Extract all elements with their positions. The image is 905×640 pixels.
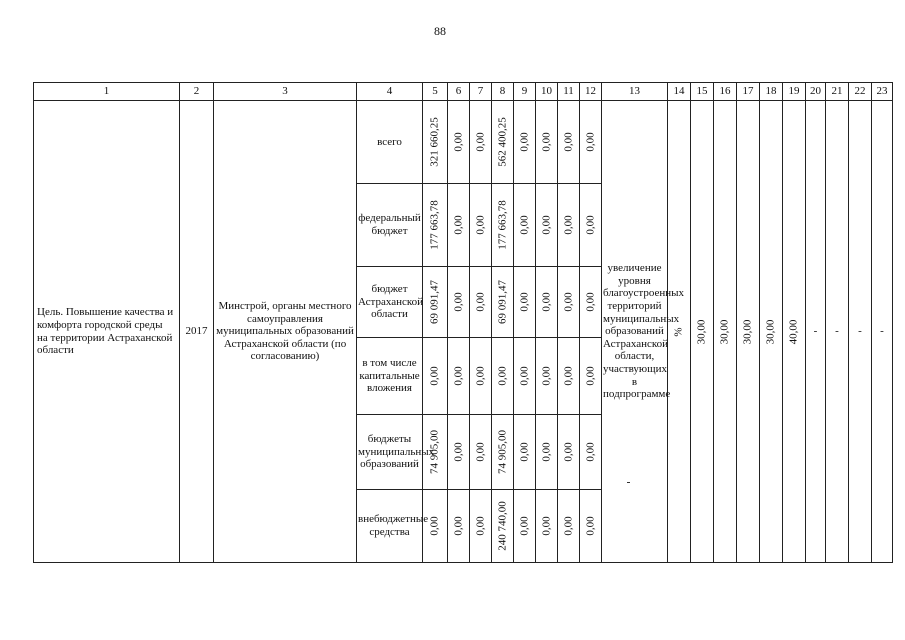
target-value: 30,00 <box>718 319 731 344</box>
funding-value: 74 905,00 <box>496 430 509 474</box>
header-cell: 11 <box>558 83 580 101</box>
funding-value: 0,00 <box>474 292 487 312</box>
header-cell: 7 <box>470 83 492 101</box>
funding-value-cell <box>536 338 558 415</box>
funding-value: 69 091,47 <box>496 280 509 324</box>
header-cell: 4 <box>357 83 423 101</box>
year-cell: 2017 <box>180 101 214 563</box>
funding-value-cell <box>536 415 558 490</box>
funding-value-cell <box>470 338 492 415</box>
funding-value-cell <box>514 101 536 184</box>
funding-value: 0,00 <box>540 516 553 536</box>
funding-value: 0,00 <box>452 215 465 235</box>
funding-source-label: федеральный бюджет <box>357 184 423 267</box>
funding-value-cell <box>536 490 558 563</box>
funding-value: 74 905,00 <box>428 430 441 474</box>
header-cell: 1 <box>34 83 180 101</box>
funding-value: 0,00 <box>562 516 575 536</box>
header-cell: 12 <box>580 83 602 101</box>
funding-value: 0,00 <box>474 132 487 152</box>
target-value: 30,00 <box>695 319 708 344</box>
funding-value: 0,00 <box>562 442 575 462</box>
funding-value: 0,00 <box>474 215 487 235</box>
funding-value-cell <box>558 415 580 490</box>
table-row <box>34 101 893 184</box>
target-value: 40,00 <box>787 319 800 344</box>
header-cell: 15 <box>691 83 714 101</box>
funding-value: 0,00 <box>540 215 553 235</box>
funding-value: 0,00 <box>474 366 487 386</box>
funding-value-cell <box>580 338 602 415</box>
funding-value-cell <box>448 267 470 338</box>
funding-value: 0,00 <box>540 292 553 312</box>
funding-value-cell <box>580 490 602 563</box>
funding-value: 0,00 <box>452 292 465 312</box>
funding-value: 0,00 <box>562 366 575 386</box>
header-cell: 14 <box>668 83 691 101</box>
funding-value-cell <box>423 101 448 184</box>
funding-value-cell <box>558 267 580 338</box>
header-cell: 6 <box>448 83 470 101</box>
indicator-cell: увеличение уровня благоустроенных территорий муниципальных образований Астраханской области, участвующих в подпрограмме <box>602 101 668 563</box>
funding-value: 0,00 <box>496 366 509 386</box>
funding-value: 0,00 <box>584 366 597 386</box>
funding-value: 0,00 <box>452 442 465 462</box>
program-table <box>33 82 893 563</box>
funding-value: 69 091,47 <box>428 280 441 324</box>
funding-value-cell <box>448 101 470 184</box>
funding-value-cell <box>448 415 470 490</box>
page-number: 88 <box>434 24 446 38</box>
target-value-cell: - <box>826 101 849 563</box>
funding-value: 0,00 <box>584 132 597 152</box>
funding-value-cell <box>514 415 536 490</box>
funding-value-cell <box>492 338 514 415</box>
funding-value-cell <box>492 101 514 184</box>
funding-value: 0,00 <box>540 132 553 152</box>
funding-value-cell <box>580 267 602 338</box>
funding-value-cell <box>470 101 492 184</box>
unit-value: % <box>672 326 685 337</box>
header-cell: 21 <box>826 83 849 101</box>
target-value-cell <box>783 101 806 563</box>
funding-value-cell <box>514 267 536 338</box>
header-cell: 22 <box>849 83 872 101</box>
funding-value: 0,00 <box>540 442 553 462</box>
funding-value: 321 660,25 <box>428 117 441 167</box>
funding-value: 0,00 <box>562 215 575 235</box>
funding-source-label: в том числе капитальные вложения <box>357 338 423 415</box>
funding-value-cell <box>448 338 470 415</box>
header-cell: 16 <box>714 83 737 101</box>
funding-source-label: внебюджетные средства <box>357 490 423 563</box>
funding-value: 0,00 <box>584 442 597 462</box>
funding-value-cell <box>448 490 470 563</box>
funding-value: 0,00 <box>540 366 553 386</box>
header-cell: 20 <box>806 83 826 101</box>
executor-cell: Минстрой, органы местного самоуправления муниципальных образований Астраханской области (по согласованию) <box>214 101 357 563</box>
target-value: 30,00 <box>741 319 754 344</box>
funding-value: 0,00 <box>584 516 597 536</box>
funding-value: 0,00 <box>452 366 465 386</box>
funding-value-cell <box>423 267 448 338</box>
funding-value: 0,00 <box>452 132 465 152</box>
funding-value-cell <box>536 267 558 338</box>
target-value-cell: - <box>806 101 826 563</box>
target-value-cell <box>714 101 737 563</box>
funding-value-cell <box>492 267 514 338</box>
funding-value-cell <box>580 184 602 267</box>
target-value: 30,00 <box>764 319 777 344</box>
funding-value-cell <box>470 490 492 563</box>
funding-value: 562 400,25 <box>496 117 509 167</box>
funding-value-cell <box>536 184 558 267</box>
goal-cell: Цель. Повышение качества и комфорта городской среды на территории Астраханской области <box>34 101 180 563</box>
funding-value-cell <box>423 184 448 267</box>
funding-value-cell <box>492 490 514 563</box>
funding-value-cell <box>536 101 558 184</box>
header-row <box>34 83 893 101</box>
funding-value-cell <box>423 338 448 415</box>
target-value-cell: - <box>849 101 872 563</box>
funding-value-cell <box>423 490 448 563</box>
funding-value: 0,00 <box>518 215 531 235</box>
funding-value-cell <box>514 184 536 267</box>
header-cell: 18 <box>760 83 783 101</box>
header-cell: 13 <box>602 83 668 101</box>
header-cell: 3 <box>214 83 357 101</box>
funding-value: 0,00 <box>584 292 597 312</box>
target-value-cell <box>691 101 714 563</box>
funding-value: 240 740,00 <box>496 501 509 551</box>
funding-value-cell <box>514 338 536 415</box>
funding-source-label: бюджеты муниципальных образований <box>357 415 423 490</box>
funding-value-cell <box>470 184 492 267</box>
header-cell: 19 <box>783 83 806 101</box>
header-cell: 23 <box>872 83 893 101</box>
header-cell: 8 <box>492 83 514 101</box>
target-value-cell <box>760 101 783 563</box>
funding-value-cell <box>492 415 514 490</box>
scan-speck <box>627 482 630 483</box>
funding-value-cell <box>492 184 514 267</box>
target-value-cell: - <box>872 101 893 563</box>
header-cell: 10 <box>536 83 558 101</box>
header-cell: 5 <box>423 83 448 101</box>
funding-value-cell <box>423 415 448 490</box>
funding-value: 177 663,78 <box>428 200 441 250</box>
funding-value: 0,00 <box>428 516 441 536</box>
funding-value-cell <box>558 184 580 267</box>
funding-value-cell <box>448 184 470 267</box>
funding-value: 0,00 <box>518 516 531 536</box>
funding-value: 0,00 <box>474 442 487 462</box>
unit-cell <box>668 101 691 563</box>
funding-value: 0,00 <box>518 132 531 152</box>
funding-value-cell <box>514 490 536 563</box>
funding-value: 0,00 <box>518 292 531 312</box>
funding-value: 0,00 <box>518 366 531 386</box>
funding-value-cell <box>580 101 602 184</box>
funding-value-cell <box>580 415 602 490</box>
target-value-cell <box>737 101 760 563</box>
funding-value-cell <box>558 490 580 563</box>
funding-value: 0,00 <box>474 516 487 536</box>
funding-value: 0,00 <box>518 442 531 462</box>
funding-source-label: всего <box>357 101 423 184</box>
funding-value: 177 663,78 <box>496 200 509 250</box>
funding-value: 0,00 <box>428 366 441 386</box>
header-cell: 2 <box>180 83 214 101</box>
funding-value: 0,00 <box>562 132 575 152</box>
funding-value-cell <box>470 415 492 490</box>
funding-value-cell <box>558 338 580 415</box>
funding-value: 0,00 <box>562 292 575 312</box>
funding-value: 0,00 <box>452 516 465 536</box>
funding-value: 0,00 <box>584 215 597 235</box>
header-cell: 9 <box>514 83 536 101</box>
funding-value-cell <box>558 101 580 184</box>
funding-source-label: бюджет Астраханской области <box>357 267 423 338</box>
header-cell: 17 <box>737 83 760 101</box>
funding-value-cell <box>470 267 492 338</box>
